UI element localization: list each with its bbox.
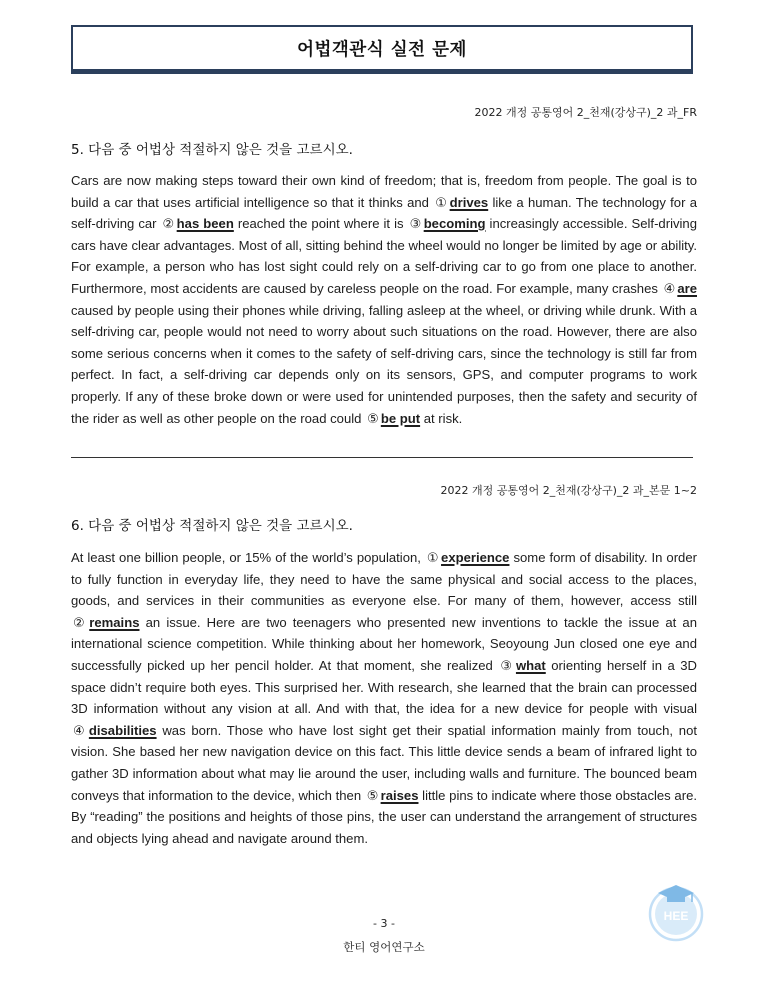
institute-name: 한티 영어연구소 [343,940,425,954]
q5-mark-5: ⑤ [367,410,379,426]
q5-option-1: drives [449,194,489,210]
q5-text: like a human. The technology for a self-driving car [71,194,697,232]
q6-mark-4: ④ [73,722,87,738]
section-divider [71,457,693,458]
q5-option-5: be put [380,410,421,426]
q5-option-3: becoming [423,216,486,232]
logo-text: HEE [663,909,689,923]
page-title: 어법객관식 실전 문제 [297,39,467,60]
q5-source: 2022 개정 공통영어 2_천재(강상구)_2 과_FR [474,106,697,119]
q6-option-2: remains [89,614,140,630]
q6-mark-3: ③ [500,657,514,673]
q6-option-5: raises [380,787,419,803]
q5-option-2: has been [176,216,234,232]
q6-text: little pins to indicate where those obstacles are. By “reading” the positions and heights of those pins, the user can understand the arrangement of structures and objects lying ahead and navigate around them. [71,787,697,846]
q5-mark-3: ③ [409,216,422,232]
q6-text: some form of disability. In order to fully function in everyday life, they need to have the same physical and social access to the places, goods, and services in their communities as everyone else. For many of them, however, access still [71,550,697,609]
q5-text: caused by people using their phones while driving, falling asleep at the wheel, or driving while drunk. With a self-driving car, people would not need to worry about such situations on the road. However, there are also some serious concerns when it comes to the safety of self-driving cars, since the technology is still far from perfect. In fact, a self-driving car depends only on its sensors, GPS, and computer programs to work properly. If any of these broke down or were used for unintended purposes, then the safety and security of the rider as well as other people on the road could [71,302,697,426]
q5-text: Cars are now making steps toward their own kind of freedom; that is, freedom from people. The goal is to build a car that uses artificial intelligence so that it thinks and [71,173,697,210]
q5-mark-4: ④ [663,280,676,296]
page-title-box [71,25,693,71]
q5-passage [71,170,697,429]
q5-title: 5. 다음 중 어법상 적절하지 않은 것을 고르시오. [71,142,353,158]
q5-text: reached the point where it is [233,216,408,232]
q6-title: 6. 다음 중 어법상 적절하지 않은 것을 고르시오. [71,518,353,534]
page-number: - 3 - [373,917,395,930]
q6-text: orienting herself in a 3D space didn’t require both eyes. This surprised her. With research, she learned that the brain can processed 3D information without any vision at all. And with that, the idea for a new device for people with visual [71,657,697,717]
q5-text: at risk. [420,410,463,426]
q6-option-3: what [515,657,546,673]
q6-text: an issue. Here are two teenagers who presented new inventions to tackle the issue at an international science competition. While thinking about her homework, Seoyoung Jun closed one eye and successfully picked up her pencil holder. At that moment, she realized [71,614,697,673]
hee-logo-icon [645,880,707,942]
q5-text: increasingly accessible. Self-driving cars have clear advantages. Most of all, sitting behind the wheel would no longer be limited by age or ability. For example, a person who has lost sight could rely on a self-driving car to go from one place to another. Furthermore, most accidents are caused by careless people on the road. For example, many crashes [71,216,697,296]
q6-option-4: disabilities [88,722,157,738]
q5-mark-2: ② [162,216,175,232]
q6-text: was born. Those who have lost sight get their spatial information mainly from touch, not vision. She based her new navigation device on this fact. This little device sends a beam of infrared light to gather 3D information about what may lie around the user, including walls and furniture. The bounced beam conveys that information to the device, which then [71,722,697,803]
q6-option-1: experience [441,550,510,565]
q6-passage [71,547,697,849]
q6-source: 2022 개정 공통영어 2_천재(강상구)_2 과_본문 1~2 [440,484,697,497]
q5-option-4: are [677,280,697,296]
q6-mark-1: ① [426,550,440,565]
q5-mark-1: ① [435,194,448,210]
q6-text: At least one billion people, or 15% of the world’s population, [71,550,425,565]
q6-mark-2: ② [73,614,88,630]
q6-mark-5: ⑤ [366,787,379,803]
